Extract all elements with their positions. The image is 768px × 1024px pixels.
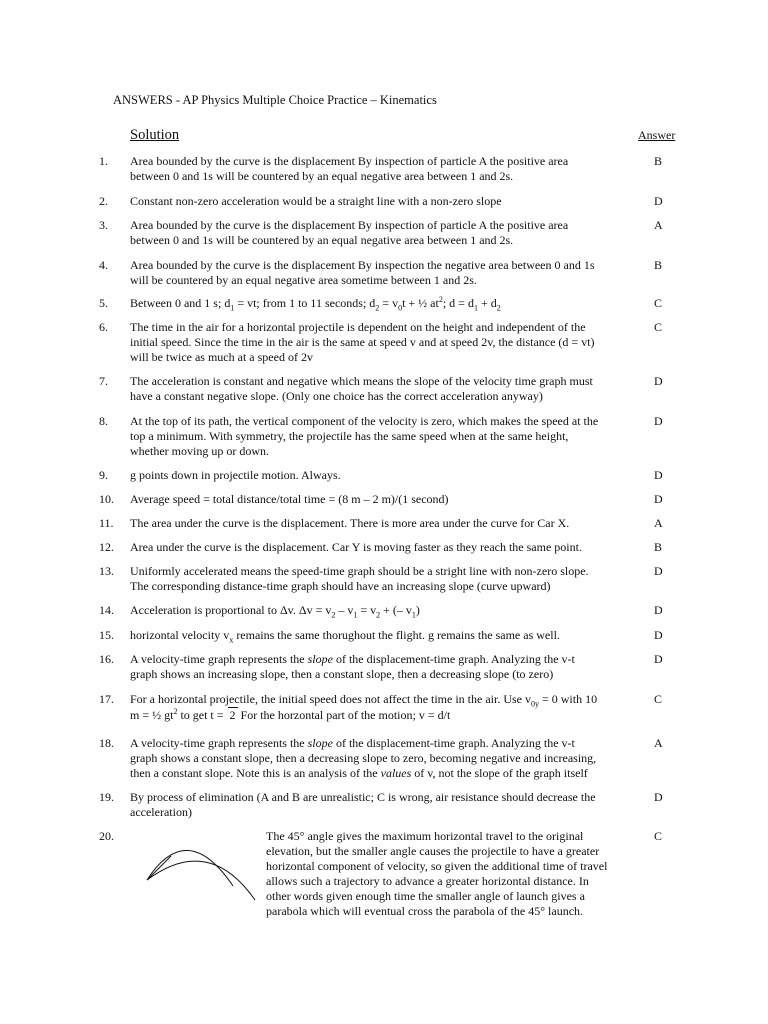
answer-letter: D — [654, 194, 663, 208]
question-number: 12. — [99, 540, 114, 554]
solution-text — [130, 652, 630, 682]
answer-letter: A — [654, 736, 663, 750]
solution-text — [130, 296, 630, 311]
solution-text — [130, 692, 630, 723]
question-number: 8. — [99, 414, 108, 428]
solution-line: Area bounded by the curve is the displacement By inspection of particle A the positive area — [130, 218, 569, 232]
solution-line: acceleration) — [130, 805, 192, 819]
question-number: 14. — [99, 603, 114, 617]
answer-letter: B — [654, 540, 663, 554]
answer-letter: D — [654, 492, 663, 506]
trajectory-shallow-angle — [147, 861, 255, 900]
question-number: 1. — [99, 154, 108, 168]
answer-letter: C — [654, 296, 663, 310]
solution-text — [130, 603, 630, 618]
solution-text — [266, 829, 636, 919]
solution-line: parabola which will eventual cross the parabola of the 45° launch. — [266, 904, 584, 918]
solution-line: The corresponding distance-time graph should have an increasing slope (curve upward) — [130, 579, 551, 593]
solution-line: will be countered by an equal negative area sometime between 1 and 2s. — [130, 273, 477, 287]
question-number: 6. — [99, 320, 108, 334]
solution-line: Acceleration is proportional to Δv. $\Delta v = v_2 - v_1 = v_2$ + (– $v_1$) — [130, 603, 420, 620]
question-number: 15. — [99, 628, 114, 642]
document-title: ANSWERS - AP Physics Multiple Choice Practice – Kinematics — [113, 93, 437, 107]
question-number: 20. — [99, 829, 114, 843]
solution-line: Uniformly accelerated means the speed-time graph should be a stright line with non-zero slope. — [130, 564, 589, 578]
solution-text — [130, 540, 630, 555]
solution-text — [130, 258, 630, 288]
solution-line: graph shows a constant slope, then a decreasing slope to zero, becoming negative and increasing, — [130, 751, 597, 765]
question-number: 9. — [99, 468, 108, 482]
question-number: 19. — [99, 790, 114, 804]
solution-line: The acceleration is constant and negative which means the slope of the velocity time graph must — [130, 374, 593, 388]
solution-line: The time in the air for a horizontal projectile is dependent on the height and independent of the — [130, 320, 586, 334]
solution-line: Between 0 and 1 s; $d_1$ = vt; from 1 to 11 seconds; $d_2 = v_0t$ + ½ $at^2$; $d = d_1 + d_2$ — [130, 295, 501, 313]
solution-line: between 0 and 1s will be countered by an equal negative area between 1 and 2s. — [130, 233, 514, 247]
answer-letter: D — [654, 790, 663, 804]
question-number: 10. — [99, 492, 114, 506]
solution-line: top a minimum. With symmetry, the projectile has the same speed when at the same height, — [130, 429, 569, 443]
answer-letter: D — [654, 603, 663, 617]
answer-letter: C — [654, 320, 663, 334]
solution-line: horizontal velocity $v_x$ remains the same thorughout the flight. g remains the same as well. — [130, 628, 560, 645]
question-number: 3. — [99, 218, 108, 232]
question-number: 7. — [99, 374, 108, 388]
solution-text — [130, 492, 630, 507]
solution-line: By process of elimination (A and B are unrealistic; C is wrong, air resistance should decrease the — [130, 790, 596, 804]
question-number: 18. — [99, 736, 114, 750]
answer-column-header: Answer — [638, 128, 676, 142]
question-number: 2. — [99, 194, 108, 208]
solution-line: Area bounded by the curve is the displacement By inspection the negative area between 0 and 1s — [130, 258, 595, 272]
solution-line: whether moving up or down. — [130, 444, 269, 458]
answer-letter: D — [654, 652, 663, 666]
solution-text — [130, 154, 630, 184]
solution-line: horizontal component of velocity, so given the additional time of travel — [266, 859, 608, 873]
question-number: 4. — [99, 258, 108, 272]
answer-letter: D — [654, 468, 663, 482]
question-number: 17. — [99, 692, 114, 706]
solution-line: g points down in projectile motion. Always. — [130, 468, 341, 482]
solution-line: A velocity-time graph represents the slope of the displacement-time graph. Analyzing the v-t — [130, 652, 575, 666]
solution-text — [130, 374, 630, 404]
solution-line: other words given enough time the smaller angle of launch gives a — [266, 889, 585, 903]
solution-line: A velocity-time graph represents the slope of the displacement-time graph. Analyzing the v-t — [130, 736, 575, 750]
solution-line: allows such a trajectory to advance a greater horizontal distance. In — [266, 874, 589, 888]
answer-letter: B — [654, 258, 663, 272]
solution-line: will be twice as much at a speed of 2v — [130, 350, 313, 364]
solution-line: Average speed = total distance/total time = (8 m – 2 m)/(1 second) — [130, 492, 449, 506]
solution-line: have a constant negative slope. (Only one choice has the correct acceleration anyway) — [130, 389, 543, 403]
solution-text — [130, 736, 630, 781]
solution-column-header: Solution — [130, 127, 180, 143]
answer-letter: C — [654, 692, 663, 706]
solution-text — [130, 468, 630, 483]
answer-letter: D — [654, 628, 663, 642]
solution-text — [130, 564, 630, 594]
solution-line: The area under the curve is the displacement. There is more area under the curve for Car X. — [130, 516, 570, 530]
solution-line: initial speed. Since the time in the air is the same at speed v and at speed 2v, the distance (d = vt) — [130, 335, 595, 349]
solution-line: The 45° angle gives the maximum horizontal travel to the original — [266, 829, 584, 843]
solution-text — [130, 516, 630, 531]
solution-line: graph shows an increasing slope, then a constant slope, then a decreasing slope (to zero) — [130, 667, 554, 681]
question-number: 11. — [99, 516, 114, 530]
question-number: 5. — [99, 296, 108, 310]
solution-line: Area bounded by the curve is the displacement By inspection of particle A the positive area — [130, 154, 569, 168]
answer-letter: C — [654, 829, 663, 843]
answer-letter: D — [654, 414, 663, 428]
question-number: 13. — [99, 564, 114, 578]
answer-letter: A — [654, 516, 663, 530]
solution-line: m = ½ $gt^2$ to get t = 2 For the horzontal part of the motion; v = d/t — [130, 707, 451, 722]
answer-letter: B — [654, 154, 663, 168]
solution-text — [130, 790, 630, 820]
solution-text — [130, 414, 630, 459]
solution-text — [130, 320, 630, 365]
solution-text — [130, 218, 630, 248]
solution-text — [130, 628, 630, 643]
solution-line: elevation, but the smaller angle causes the projectile to have a greater — [266, 844, 600, 858]
trajectory-45-degree — [147, 850, 233, 886]
solution-line: then a constant slope. Note this is an analysis of the values of v, not the slope of the graph itself — [130, 766, 588, 780]
solution-line: Area under the curve is the displacement. Car Y is moving faster as they reach the same point. — [130, 540, 582, 554]
question-number: 16. — [99, 652, 114, 666]
solution-line: At the top of its path, the vertical component of the velocity is zero, which makes the speed at the — [130, 414, 599, 428]
solution-line: Constant non-zero acceleration would be a straight line with a non-zero slope — [130, 194, 502, 208]
answer-letter: D — [654, 564, 663, 578]
trajectory-sketch — [143, 832, 263, 904]
answer-letter: A — [654, 218, 663, 232]
answer-letter: D — [654, 374, 663, 388]
solution-line: For a horizontal projectile, the initial speed does not affect the time in the air. Use $v_{0y} = 0$ with 10 — [130, 692, 598, 709]
solution-line: between 0 and 1s will be countered by an equal negative area between 1 and 2s. — [130, 169, 514, 183]
solution-text — [130, 194, 630, 209]
